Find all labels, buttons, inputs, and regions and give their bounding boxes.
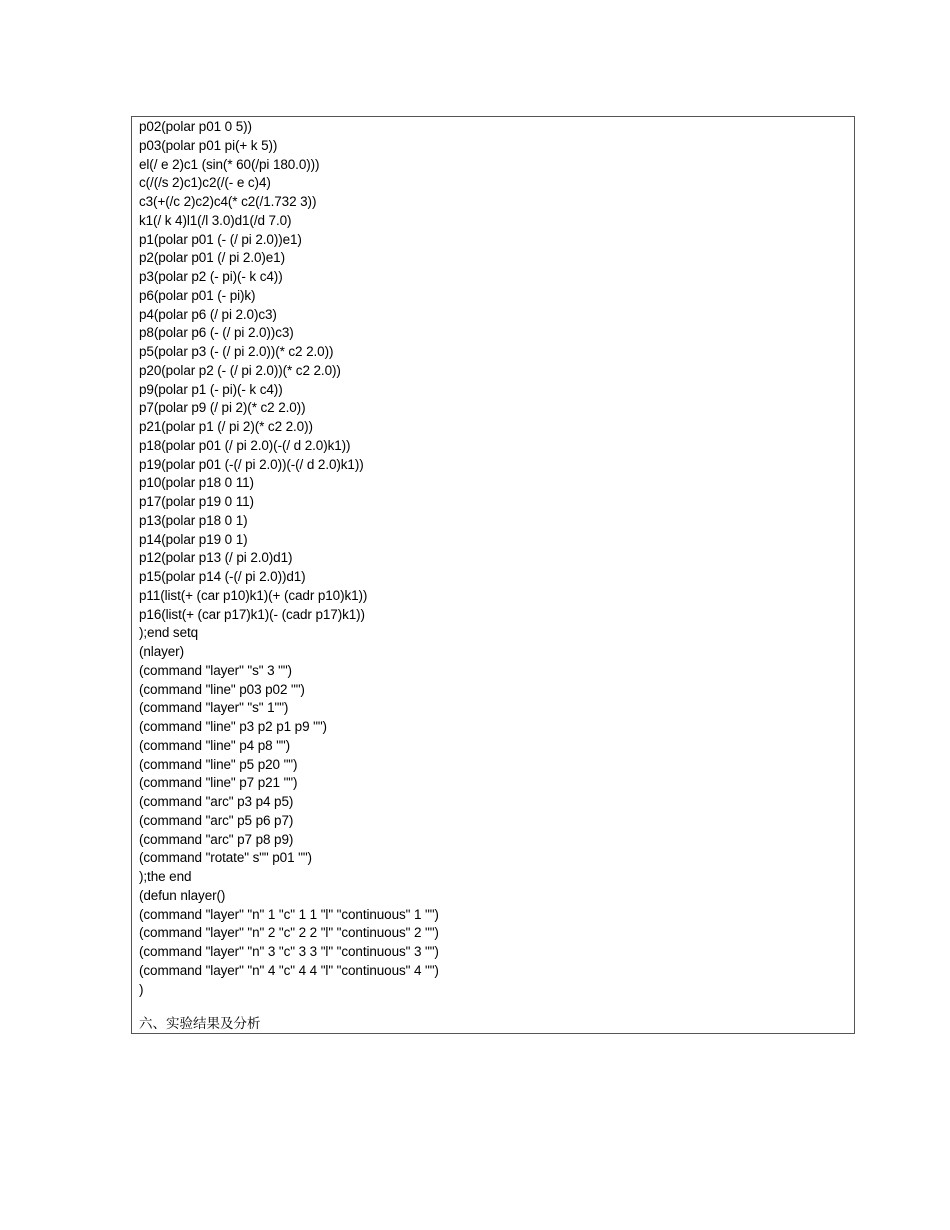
code-line: c3(+(/c 2)c2)c4(* c2(/1.732 3))	[139, 194, 317, 209]
code-line: p21(polar p1 (/ pi 2)(* c2 2.0))	[139, 419, 313, 434]
code-line: (command "layer" "s" 1"")	[139, 700, 289, 716]
code-line: p4(polar p6 (/ pi 2.0)c3)	[139, 306, 277, 322]
code-line: el(/ e 2)c1 (sin(* 60(/pi 180.0)))	[139, 156, 320, 172]
code-line: (command "layer" "s" 3 "")	[139, 662, 292, 678]
code-line: p2(polar p01 (/ pi 2.0)e1)	[139, 250, 285, 266]
code-line: p20(polar p2 (- (/ pi 2.0))(* c2 2.0))	[139, 362, 341, 378]
code-listing	[139, 118, 439, 999]
code-line: p19(polar p01 (-(/ pi 2.0))(-(/ d 2.0)k1))	[139, 456, 364, 472]
code-line: p1(polar p01 (- (/ pi 2.0))e1)	[139, 231, 302, 247]
code-line: (command "layer" "n" 3 "c" 3 3 "l" "continuous" 3 "")	[139, 944, 439, 959]
code-line: (command "arc" p5 p6 p7)	[139, 812, 294, 828]
code-line: (defun nlayer()	[139, 887, 226, 903]
code-line: );end setq	[139, 625, 199, 641]
code-line: );the end	[139, 869, 192, 884]
code-line: p03(polar p01 pi(+ k 5))	[139, 137, 278, 153]
code-line: p16(list(+ (car p17)k1)(- (cadr p17)k1))	[139, 606, 365, 622]
code-line: p10(polar p18 0 11)	[139, 475, 254, 491]
code-line: p15(polar p14 (-(/ pi 2.0))d1)	[139, 569, 306, 584]
code-line: p8(polar p6 (- (/ pi 2.0))c3)	[139, 325, 294, 341]
code-line: p9(polar p1 (- pi)(- k c4))	[139, 381, 283, 397]
section-heading: 六、实验结果及分析	[139, 1016, 261, 1032]
code-line: (command "arc" p7 p8 p9)	[139, 831, 294, 847]
code-line: (command "layer" "n" 4 "c" 4 4 "l" "continuous" 4 "")	[139, 962, 439, 978]
code-line: p3(polar p2 (- pi)(- k c4))	[139, 269, 283, 284]
code-line: p02(polar p01 0 5))	[139, 119, 252, 134]
code-line: (command "line" p03 p02 "")	[139, 681, 305, 697]
code-line: (nlayer)	[139, 644, 184, 659]
code-line: (command "rotate" s"" p01 "")	[139, 850, 312, 866]
code-line: p14(polar p19 0 1)	[139, 531, 248, 547]
code-line: p17(polar p19 0 11)	[139, 494, 254, 509]
code-line: (command "line" p5 p20 "")	[139, 756, 298, 772]
code-line: (command "line" p3 p2 p1 p9 "")	[139, 719, 327, 734]
code-line: c(/(/s 2)c1)c2(/(- e c)4)	[139, 175, 271, 191]
code-line: (command "line" p7 p21 "")	[139, 775, 298, 791]
code-line: (command "layer" "n" 1 "c" 1 1 "l" "continuous" 1 "")	[139, 906, 439, 922]
code-line: p6(polar p01 (- pi)k)	[139, 287, 256, 303]
code-line: p11(list(+ (car p10)k1)(+ (cadr p10)k1))	[139, 587, 368, 603]
code-line: (command "line" p4 p8 "")	[139, 737, 290, 753]
code-line: p13(polar p18 0 1)	[139, 512, 248, 528]
code-line: p18(polar p01 (/ pi 2.0)(-(/ d 2.0)k1))	[139, 437, 351, 453]
code-line: p5(polar p3 (- (/ pi 2.0))(* c2 2.0))	[139, 344, 334, 359]
code-line: k1(/ k 4)l1(/l 3.0)d1(/d 7.0)	[139, 212, 292, 228]
code-line: p12(polar p13 (/ pi 2.0)d1)	[139, 550, 293, 566]
document-table-cell	[131, 116, 855, 1034]
code-line: )	[139, 981, 144, 997]
code-line: (command "arc" p3 p4 p5)	[139, 794, 294, 809]
code-line: p7(polar p9 (/ pi 2)(* c2 2.0))	[139, 400, 306, 416]
code-line: (command "layer" "n" 2 "c" 2 2 "l" "continuous" 2 "")	[139, 925, 439, 941]
